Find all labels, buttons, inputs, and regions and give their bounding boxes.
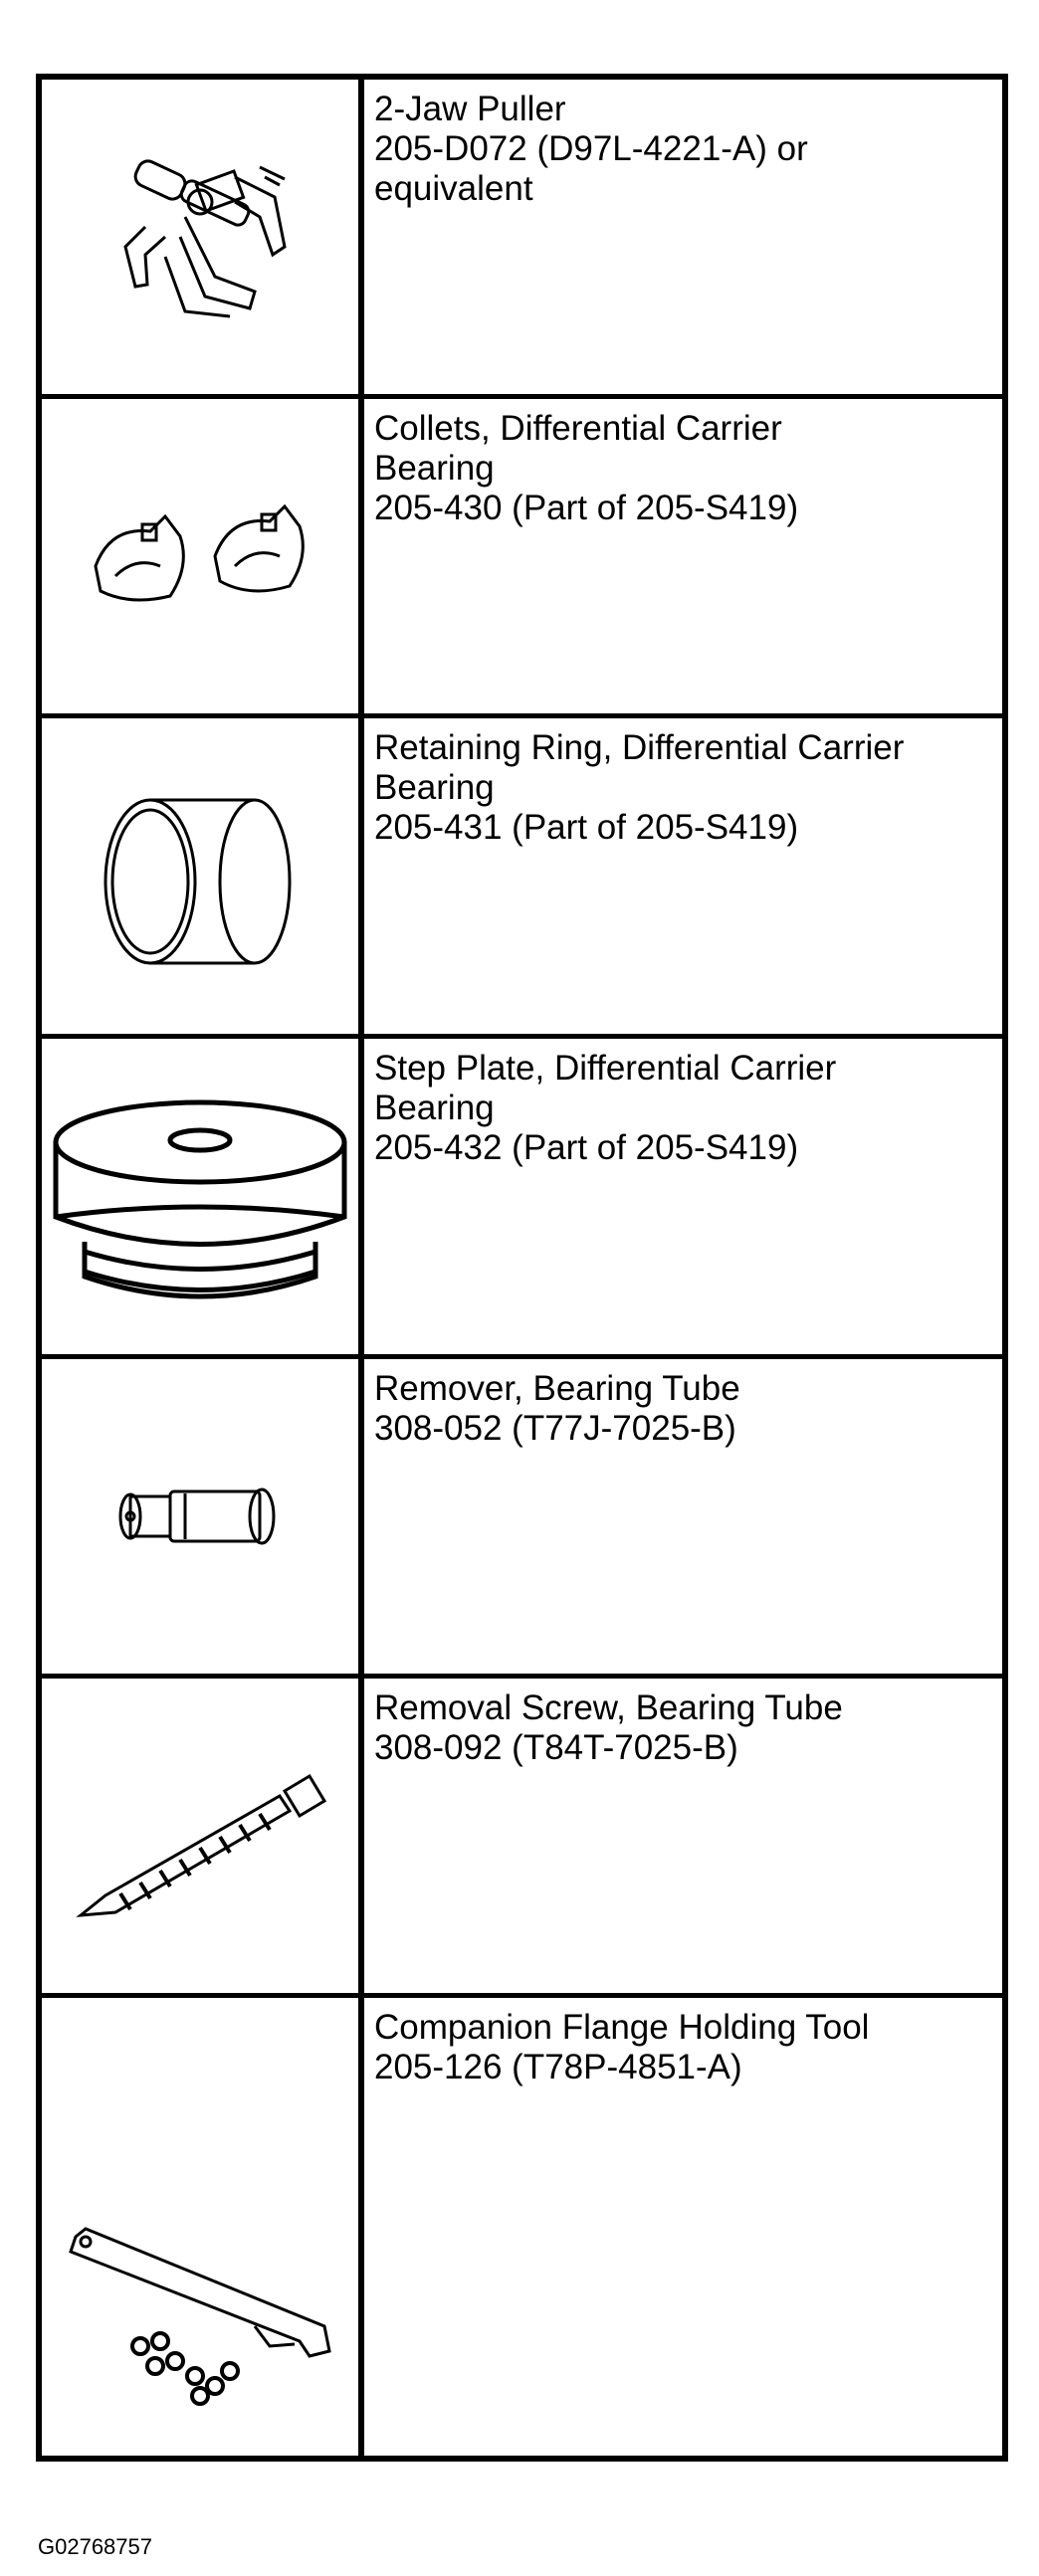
bearing-tube-remover-icon bbox=[101, 1472, 300, 1561]
table-row bbox=[42, 718, 1002, 1039]
tool-number: 308-052 (T77J-7025-B) bbox=[374, 1409, 736, 1448]
tool-name: 2-Jaw Puller bbox=[374, 90, 566, 128]
table-row bbox=[42, 1359, 1002, 1679]
two-jaw-puller-icon bbox=[86, 137, 314, 336]
tool-name: Companion Flange Holding Tool bbox=[374, 2008, 870, 2047]
tool-description bbox=[364, 1998, 1002, 2456]
tool-number: 205-432 (Part of 205-S419) bbox=[374, 1128, 799, 1167]
table-row bbox=[42, 1679, 1002, 1998]
tool-name: Retaining Ring, Differential Carrier bbox=[374, 728, 905, 767]
table-row bbox=[42, 1998, 1002, 2456]
tool-name-continued: Bearing bbox=[374, 449, 495, 488]
step-plate-icon bbox=[45, 1078, 355, 1316]
tool-number: 205-431 (Part of 205-S419) bbox=[374, 808, 799, 847]
figure-id: G02768757 bbox=[38, 2534, 152, 2559]
tool-name: Removal Screw, Bearing Tube bbox=[374, 1688, 843, 1727]
flange-holding-tool-icon bbox=[56, 2217, 344, 2416]
tool-description bbox=[364, 1039, 1002, 1354]
table-row bbox=[42, 80, 1002, 399]
special-tools-table bbox=[36, 74, 1008, 2462]
tool-number: 308-092 (T84T-7025-B) bbox=[374, 1728, 738, 1767]
tool-number: 205-430 (Part of 205-S419) bbox=[374, 489, 799, 527]
tool-description bbox=[364, 80, 1002, 394]
tool-description bbox=[364, 1359, 1002, 1674]
tool-name-continued: Bearing bbox=[374, 768, 495, 807]
tool-image-cell bbox=[42, 1998, 364, 2456]
tool-name: Step Plate, Differential Carrier bbox=[374, 1049, 837, 1088]
tool-number: 205-D072 (D97L-4221-A) or bbox=[374, 129, 808, 168]
tool-number: 205-126 (T78P-4851-A) bbox=[374, 2048, 742, 2086]
table-row bbox=[42, 1039, 1002, 1359]
tool-name: Collets, Differential Carrier bbox=[374, 409, 782, 448]
tool-name-continued: Bearing bbox=[374, 1089, 495, 1127]
table-row bbox=[42, 399, 1002, 718]
retaining-ring-icon bbox=[91, 767, 310, 986]
collets-icon bbox=[81, 487, 319, 626]
removal-screw-icon bbox=[51, 1736, 349, 1935]
tool-image-cell bbox=[42, 399, 364, 713]
tool-description bbox=[364, 1679, 1002, 1993]
tool-image-cell bbox=[42, 80, 364, 394]
tool-description bbox=[364, 718, 1002, 1034]
tool-image-cell bbox=[42, 1039, 364, 1354]
tool-description bbox=[364, 399, 1002, 713]
tool-number-continued: equivalent bbox=[374, 169, 533, 208]
tool-image-cell bbox=[42, 1359, 364, 1674]
tool-image-cell bbox=[42, 1679, 364, 1993]
tool-image-cell bbox=[42, 718, 364, 1034]
tool-name: Remover, Bearing Tube bbox=[374, 1369, 740, 1408]
